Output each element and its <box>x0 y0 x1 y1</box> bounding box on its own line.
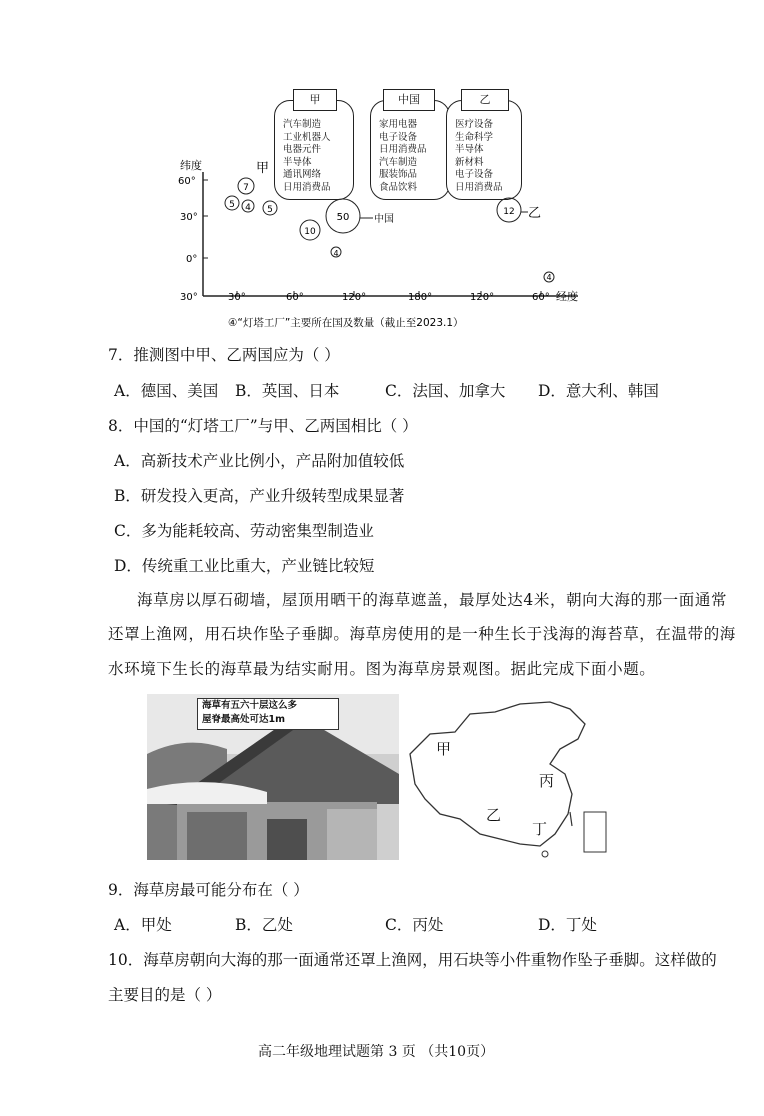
q8-option-a[interactable]: A．高新技术产业比例小，产品附加值较低 <box>114 452 405 470</box>
box-yi-title: 乙 <box>461 89 509 111</box>
box-item: 日用消费品 <box>455 181 503 193</box>
box-china-title: 中国 <box>383 89 435 111</box>
box-item: 食品饮料 <box>379 181 418 193</box>
passage-line: 水环境下生长的海草最为结实耐用。图为海草房景观图。据此完成下面小题。 <box>108 660 656 678</box>
box-item: 新材料 <box>455 156 484 168</box>
marker-label: 7 <box>243 183 249 193</box>
marker-label: 5 <box>267 205 273 215</box>
marker-label: 12 <box>503 207 515 217</box>
page-footer: 高二年级地理试题第 3 页 （共10页） <box>258 1044 495 1060</box>
x-tick: 120° <box>470 292 495 303</box>
x-axis-label: 经度 <box>556 290 578 303</box>
photo-callout <box>197 698 339 730</box>
box-item: 半导体 <box>455 144 484 155</box>
marker-label: 4 <box>333 249 339 258</box>
callout-line: 屋脊最高处可达1m <box>202 714 286 725</box>
marker-tag-china: 中国 <box>374 214 394 225</box>
q8-option-c[interactable]: C．多为能耗较高、劳动密集型制造业 <box>114 522 374 540</box>
marker-label: 5 <box>229 200 235 210</box>
y-tick: 30° <box>180 212 198 223</box>
passage-line: 还罩上渔网，用石块作坠子垂脚。海草房使用的是一种生长于浅海的海苔草，在温带的海 <box>108 625 736 643</box>
x-tick: 180° <box>408 292 433 303</box>
map-label-jia: 甲 <box>436 740 452 758</box>
q7-option-a[interactable]: A．德国、美国 <box>114 382 219 400</box>
y-tick: 30° <box>180 292 198 303</box>
box-item: 汽车制造 <box>283 119 322 130</box>
box-item: 汽车制造 <box>379 156 418 168</box>
q9-option-d[interactable]: D．丁处 <box>538 916 597 934</box>
box-item: 电子设备 <box>455 169 494 180</box>
q9-option-a[interactable]: A．甲处 <box>114 916 172 934</box>
box-item: 医疗设备 <box>455 119 494 130</box>
china-outline <box>400 694 614 860</box>
y-tick: 60° <box>178 176 196 187</box>
chart-caption: ④“灯塔工厂”主要所在国及数量（截止至2023.1） <box>228 317 464 329</box>
seaweed-house-photo <box>147 694 399 860</box>
china-map <box>400 694 614 860</box>
y-axis-label: 纬度 <box>180 159 202 172</box>
q7-stem: 7．推测图中甲、乙两国应为（ ） <box>108 346 340 364</box>
box-item: 服装饰品 <box>379 169 418 180</box>
x-tick: 120° <box>342 292 367 303</box>
chart-axes <box>170 82 600 332</box>
q9-option-c[interactable]: C．丙处 <box>385 916 444 934</box>
callout-line: 海草有五六十层这么多 <box>202 700 298 711</box>
marker-tag-yi: 乙 <box>528 206 542 221</box>
marker-label: 10 <box>304 227 316 237</box>
box-item: 日用消费品 <box>379 144 427 155</box>
box-item: 生命科学 <box>455 131 494 143</box>
map-label-yi: 乙 <box>486 806 502 824</box>
passage-line: 海草房以厚石砌墙，屋顶用晒干的海草遮盖，最厚处达4米，朝向大海的那一面通常 <box>137 591 728 609</box>
box-item: 家用电器 <box>379 119 418 130</box>
q7-option-c[interactable]: C．法国、加拿大 <box>385 382 506 400</box>
marker-label: 50 <box>336 212 350 223</box>
x-tick: 60° <box>286 292 304 303</box>
marker-label: 4 <box>245 203 251 213</box>
x-tick: 30° <box>228 292 246 303</box>
q8-option-b[interactable]: B．研发投入更高，产业升级转型成果显著 <box>114 487 405 505</box>
marker-tag-jia: 甲 <box>256 161 270 176</box>
q7-option-b[interactable]: B．英国、日本 <box>235 382 340 400</box>
q10-stem-line2: 主要目的是（ ） <box>108 986 222 1004</box>
q8-option-d[interactable]: D．传统重工业比重大，产业链比较短 <box>114 557 375 575</box>
y-tick: 0° <box>186 254 198 265</box>
map-label-ding: 丁 <box>532 820 548 838</box>
q8-stem: 8．中国的“灯塔工厂”与甲、乙两国相比（ ） <box>108 417 418 435</box>
q10-stem-line1: 10．海草房朝向大海的那一面通常还罩上渔网，用石块等小件重物作坠子垂脚。这样做的 <box>108 951 717 969</box>
map-label-bing: 丙 <box>539 772 555 790</box>
box-item: 电子设备 <box>379 131 418 143</box>
box-item: 通讯网络 <box>283 169 322 180</box>
factory-chart <box>170 82 600 332</box>
box-item: 工业机器人 <box>283 131 331 143</box>
marker-label: 4 <box>546 273 552 282</box>
box-item: 半导体 <box>283 156 312 168</box>
box-item: 日用消费品 <box>283 181 331 193</box>
q9-stem: 9．海草房最可能分布在（ ） <box>108 881 309 899</box>
box-item: 电器元件 <box>283 144 322 155</box>
x-tick: 60° <box>532 292 550 303</box>
box-jia-title: 甲 <box>293 89 337 111</box>
q7-option-d[interactable]: D．意大利、韩国 <box>538 382 659 400</box>
q9-option-b[interactable]: B．乙处 <box>235 916 293 934</box>
